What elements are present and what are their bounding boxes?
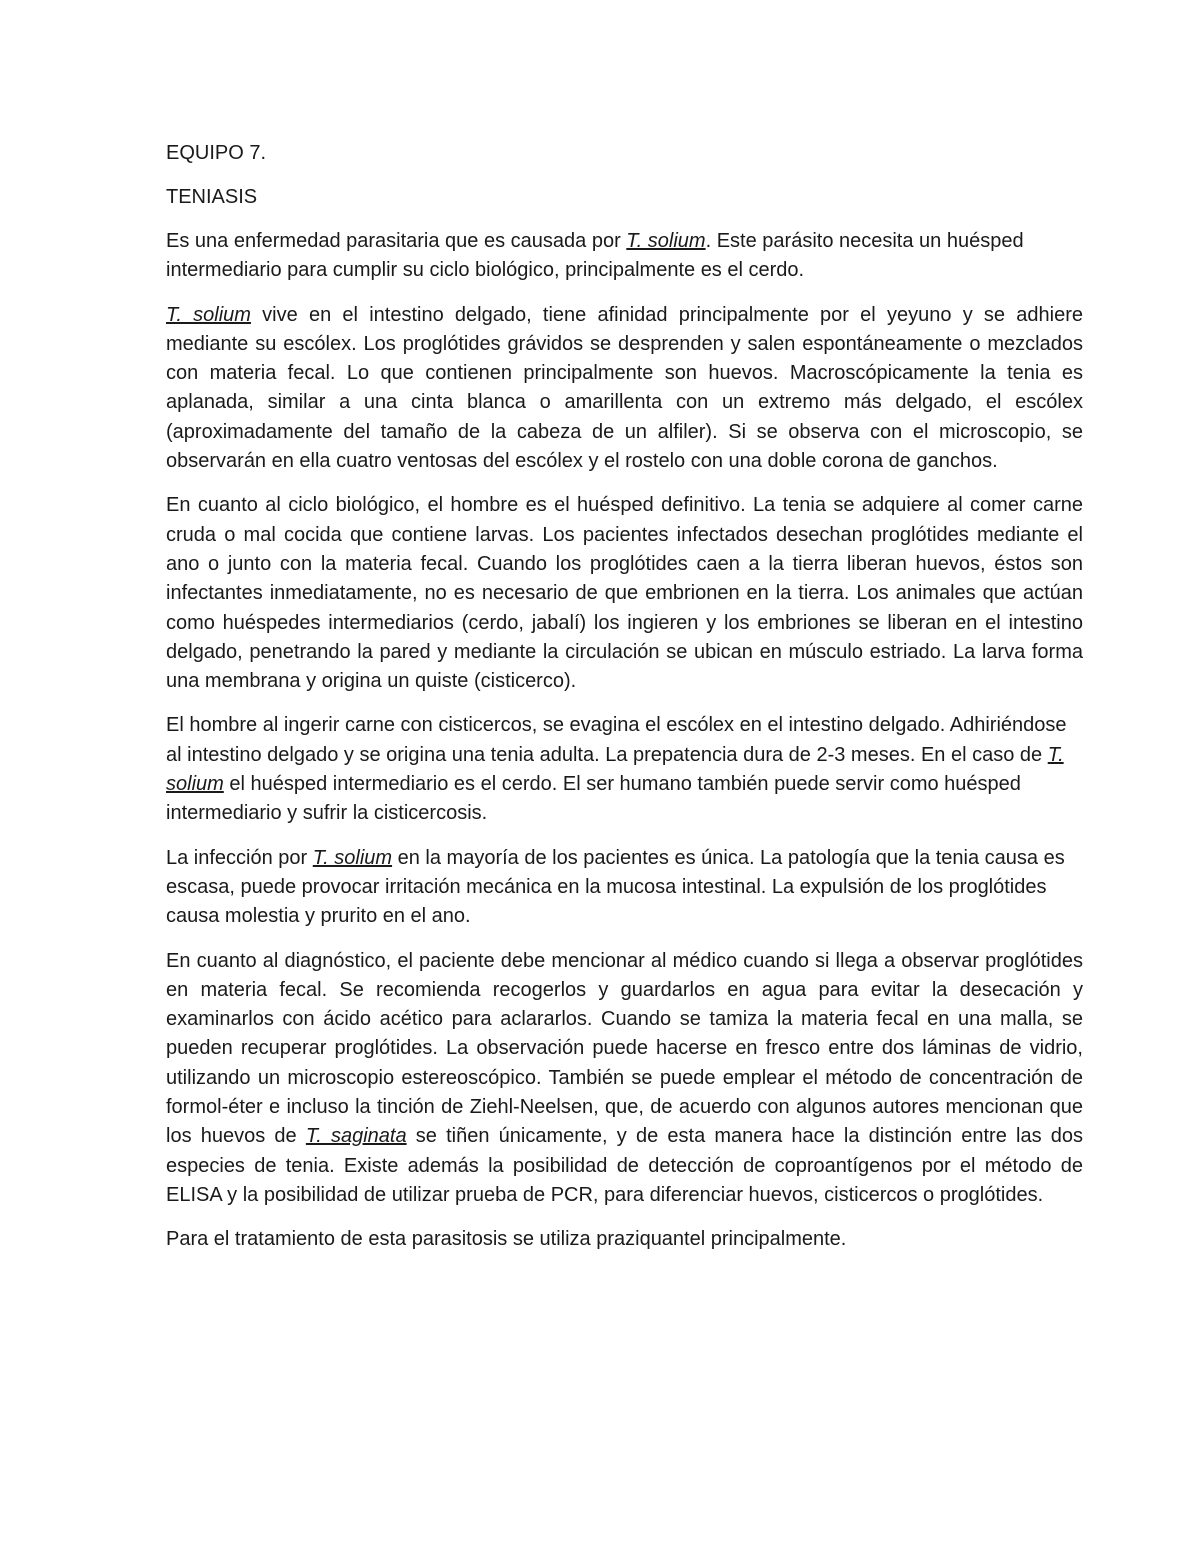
text-run: el huésped intermediario es el cerdo. El ser humano también puede servir como huésped intermediario y sufrir la cisticercosis. [166, 773, 1021, 825]
text-run: se tiñen únicamente, y de esta manera hace la distinción entre las dos especies de tenia. Existe además la posibilidad de detección de coproantígenos por el método de ELISA y la posibilidad de utilizar prueba de PCR, para diferenciar huevos, cisticercos o proglótides. [166, 1125, 1084, 1206]
paragraph-pathology [166, 844, 1083, 932]
document-title: TENIASIS [166, 186, 258, 208]
paragraph-morphology [166, 301, 1083, 477]
text-run: En cuanto al ciclo biológico, el hombre es el huésped definitivo. La tenia se adquiere al comer carne cruda o mal cocida que contiene larvas. Los pacientes infectados desechan proglótides mediante el ano o junto con la materia fecal. Cuando los proglótides caen a la tierra liberan huevos, éstos son infectantes inmediatamente, no es necesario de que embrionen en la tierra. Los animales que actúan como huéspedes intermediarios (cerdo, jabalí) los ingieren y los embriones se liberan en el intestino delgado, penetrando la pared y mediante la circulación se ubican en músculo estriado. La larva forma una membrana y origina un quiste (cisticerco). [166, 494, 1083, 693]
species-name: T. solium [166, 743, 1064, 796]
text-run: . Este parásito necesita un huésped intermediario para cumplir su ciclo biológico, principalmente es el cerdo. [166, 230, 1024, 282]
species-name: T. solium [312, 846, 393, 869]
text-run: El hombre al ingerir carne con cisticercos, se evagina el escólex en el intestino delgado. Adhiriéndose al intestino delgado y se origina una tenia adulta. La prepatencia dura de 2-3 meses. En el caso de [166, 714, 1067, 766]
species-name: T. solium [166, 303, 251, 326]
paragraph-infection [166, 711, 1083, 828]
text-run: vive en el intestino delgado, tiene afinidad principalmente por el yeyuno y se adhiere mediante su escólex. Los proglótides grávidos se desprenden y salen espontáneamente o mezclados con materia fecal. Lo que contienen principalmente son huevos. Macroscópicamente la tenia es aplanada, similar a una cinta blanca o amarillenta con un extremo más delgado, el escólex (aproximadamente del tamaño de la cabeza de un alfiler). Si se observa con el microscopio, se observarán en ella cuatro ventosas del escólex y el rostelo con una doble corona de ganchos. [166, 303, 1083, 473]
paragraph-diagnosis [166, 947, 1083, 1211]
text-run: Para el tratamiento de esta parasitosis se utiliza praziquantel principalmente. [166, 1228, 847, 1251]
species-name: T. solium [626, 230, 706, 252]
text-run: en la mayoría de los pacientes es única. La patología que la tenia causa es escasa, puede provocar irritación mecánica en la mucosa intestinal. La expulsión de los proglótides causa molestia y prurito en el ano. [166, 846, 1065, 928]
species-name: T. saginata [305, 1125, 407, 1148]
document-page [166, 139, 1083, 1270]
text-run: En cuanto al diagnóstico, el paciente debe mencionar al médico cuando si llega a observar proglótides en materia fecal. Se recomienda recogerlos y guardarlos en agua para evitar la desecación y examinarlos con ácido acético para aclararlos. Cuando se tamiza la materia fecal en una malla, se pueden recuperar proglótides. La observación puede hacerse en fresco entre dos láminas de vidrio, utilizando un microscopio estereoscópico. También se puede emplear el método de concentración de formol-éter e incluso la tinción de Ziehl-Neelsen, que, de acuerdo con algunos autores mencionan que los huevos de [166, 949, 1083, 1148]
text-run: La infección por [166, 846, 313, 869]
team-heading: EQUIPO 7. [166, 142, 267, 164]
paragraph-treatment [166, 1225, 1083, 1254]
text-run: Es una enfermedad parasitaria que es causada por [166, 230, 627, 252]
paragraph-life-cycle [166, 491, 1083, 696]
paragraph-definition [166, 227, 1083, 286]
